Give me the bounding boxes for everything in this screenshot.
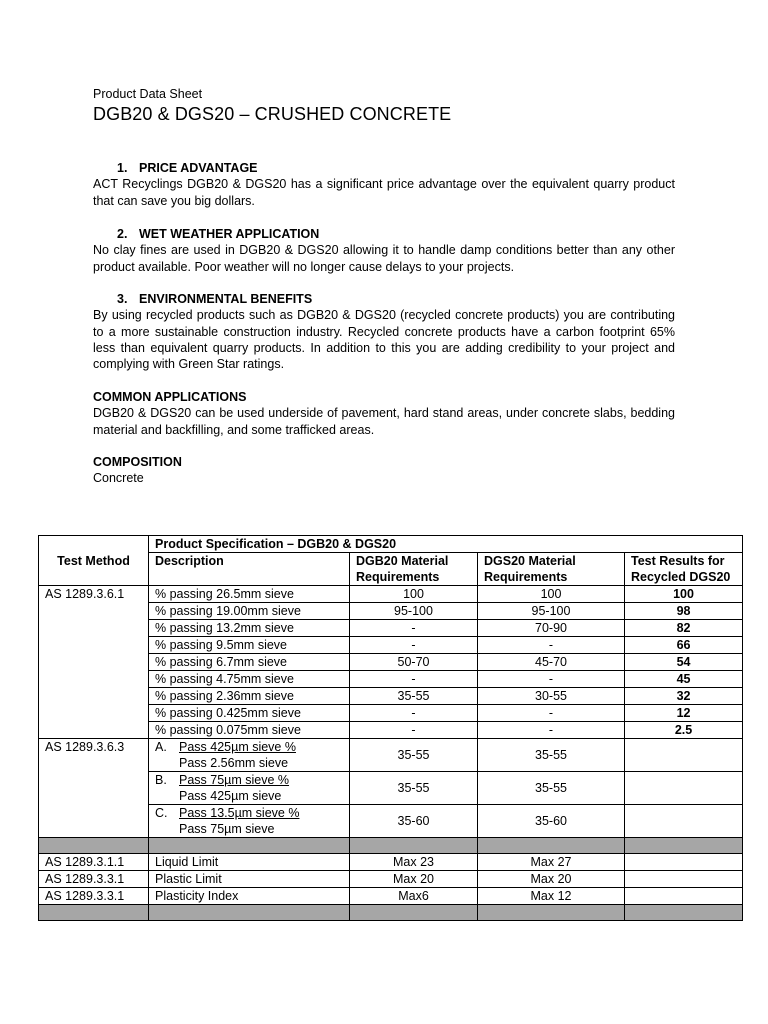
table-row: [39, 620, 743, 637]
dgs20-requirement-cell: 30-55: [478, 688, 625, 705]
dgb20-requirement-cell: Max 20: [350, 871, 478, 888]
test-method-cell: [39, 637, 149, 654]
section-number: 3.: [117, 292, 128, 306]
table-row: [39, 772, 743, 805]
ratio-numerator: Pass 75µm sieve %: [179, 773, 290, 787]
section-wet-weather: [93, 226, 675, 275]
dgb20-requirement-cell: -: [350, 722, 478, 739]
dgs20-requirement-cell: 45-70: [478, 654, 625, 671]
test-method-cell: [39, 772, 149, 805]
document-type-label: Product Data Sheet: [93, 87, 203, 101]
separator-cell: [39, 838, 149, 854]
separator-cell: [350, 838, 478, 854]
dgb20-requirement-cell: Max 23: [350, 854, 478, 871]
ratio-description-cell: [149, 805, 350, 838]
separator-cell: [478, 905, 625, 921]
table-row: [39, 805, 743, 838]
table-row: [39, 854, 743, 871]
test-method-cell: AS 1289.3.1.1: [39, 854, 149, 871]
test-result-cell: [625, 805, 743, 838]
header-description: Description: [149, 553, 350, 586]
description-cell: % passing 13.2mm sieve: [149, 620, 350, 637]
test-result-cell: [625, 854, 743, 871]
table-row: [39, 888, 743, 905]
dgs20-requirement-cell: 100: [478, 586, 625, 603]
test-result-cell: 45: [625, 671, 743, 688]
test-method-cell: [39, 688, 149, 705]
section-heading: COMMON APPLICATIONS: [93, 390, 247, 404]
section-body: Concrete: [93, 471, 144, 486]
section-body: No clay fines are used in DGB20 & DGS20 allowing it to handle damp conditions better than any other product available. Poor weather will no longer cause delays to your projects.: [93, 243, 675, 274]
test-result-cell: [625, 888, 743, 905]
header-dgs20: DGS20 Material Requirements: [478, 553, 625, 586]
dgs20-requirement-cell: -: [478, 637, 625, 654]
test-method-cell: AS 1289.3.3.1: [39, 871, 149, 888]
dgb20-requirement-cell: 35-55: [350, 772, 478, 805]
dgs20-requirement-cell: 35-60: [478, 805, 625, 838]
table-row: [39, 586, 743, 603]
ratio-denominator: Pass 75µm sieve: [179, 822, 275, 836]
table-row: [39, 688, 743, 705]
section-price-advantage: [93, 160, 675, 209]
table-row: [39, 705, 743, 722]
ratio-denominator: Pass 425µm sieve: [179, 789, 282, 803]
description-cell: % passing 19.00mm sieve: [149, 603, 350, 620]
ratio-label: A.: [155, 740, 167, 754]
description-cell: % passing 2.36mm sieve: [149, 688, 350, 705]
document-title: DGB20 & DGS20 – CRUSHED CONCRETE: [93, 104, 452, 124]
section-composition: [93, 454, 675, 487]
test-result-cell: [625, 871, 743, 888]
test-method-cell: AS 1289.3.3.1: [39, 888, 149, 905]
test-method-cell: [39, 705, 149, 722]
test-method-cell: [39, 603, 149, 620]
section-body: ACT Recyclings DGB20 & DGS20 has a significant price advantage over the equivalent quarry product that can save you big dollars.: [93, 177, 675, 208]
table-row: [39, 637, 743, 654]
description-cell: % passing 6.7mm sieve: [149, 654, 350, 671]
dgb20-requirement-cell: Max6: [350, 888, 478, 905]
header-test-results: Test Results for Recycled DGS20: [625, 553, 743, 586]
dgb20-requirement-cell: 100: [350, 586, 478, 603]
test-method-cell: [39, 722, 149, 739]
test-result-cell: [625, 772, 743, 805]
test-result-cell: 98: [625, 603, 743, 620]
description-cell: Liquid Limit: [149, 854, 350, 871]
dgb20-requirement-cell: -: [350, 671, 478, 688]
test-method-cell: [39, 671, 149, 688]
section-common-applications: [93, 389, 675, 438]
table-row: [39, 671, 743, 688]
dgb20-requirement-cell: -: [350, 620, 478, 637]
test-method-cell: [39, 620, 149, 637]
spec-title: Product Specification – DGB20 & DGS20: [149, 536, 743, 553]
section-heading: PRICE ADVANTAGE: [139, 161, 258, 175]
section-body: DGB20 & DGS20 can be used underside of pavement, hard stand areas, under concrete slabs, bedding material and backfilling, and some trafficked areas.: [93, 406, 675, 437]
separator-cell: [625, 838, 743, 854]
dgb20-requirement-cell: 35-55: [350, 688, 478, 705]
dgs20-requirement-cell: Max 12: [478, 888, 625, 905]
table-header-row: [39, 553, 743, 586]
header-dgb20: DGB20 Material Requirements: [350, 553, 478, 586]
ratio-description-cell: [149, 739, 350, 772]
ratio-description-cell: [149, 772, 350, 805]
description-cell: % passing 0.075mm sieve: [149, 722, 350, 739]
separator-cell: [478, 838, 625, 854]
separator-row: [39, 838, 743, 854]
dgs20-requirement-cell: -: [478, 671, 625, 688]
description-cell: % passing 9.5mm sieve: [149, 637, 350, 654]
table-row: [39, 654, 743, 671]
dgb20-requirement-cell: 50-70: [350, 654, 478, 671]
description-cell: % passing 26.5mm sieve: [149, 586, 350, 603]
description-cell: % passing 4.75mm sieve: [149, 671, 350, 688]
dgs20-requirement-cell: 70-90: [478, 620, 625, 637]
ratio-label: B.: [155, 773, 167, 787]
separator-cell: [350, 905, 478, 921]
dgs20-requirement-cell: -: [478, 705, 625, 722]
test-method-cell: AS 1289.3.6.3: [39, 739, 149, 772]
table-title-row: [39, 536, 743, 553]
test-method-cell: [39, 654, 149, 671]
separator-cell: [39, 905, 149, 921]
separator-cell: [625, 905, 743, 921]
section-number: 1.: [117, 161, 128, 175]
description-cell: % passing 0.425mm sieve: [149, 705, 350, 722]
ratio-label: C.: [155, 806, 168, 820]
test-result-cell: 82: [625, 620, 743, 637]
separator-row: [39, 905, 743, 921]
section-number: 2.: [117, 227, 128, 241]
test-result-cell: 12: [625, 705, 743, 722]
dgb20-requirement-cell: -: [350, 637, 478, 654]
product-specification-table: [38, 535, 743, 921]
test-method-cell: AS 1289.3.6.1: [39, 586, 149, 603]
test-result-cell: 32: [625, 688, 743, 705]
separator-cell: [149, 905, 350, 921]
description-cell: Plasticity Index: [149, 888, 350, 905]
test-result-cell: 54: [625, 654, 743, 671]
table-row: [39, 871, 743, 888]
dgb20-requirement-cell: 35-60: [350, 805, 478, 838]
dgs20-requirement-cell: -: [478, 722, 625, 739]
dgs20-requirement-cell: Max 20: [478, 871, 625, 888]
section-heading: WET WEATHER APPLICATION: [139, 227, 320, 241]
dgs20-requirement-cell: 35-55: [478, 739, 625, 772]
section-heading: COMPOSITION: [93, 455, 182, 469]
table-row: [39, 603, 743, 620]
description-cell: Plastic Limit: [149, 871, 350, 888]
table-row: [39, 739, 743, 772]
header-test-method: Test Method: [39, 553, 149, 586]
dgs20-requirement-cell: 95-100: [478, 603, 625, 620]
ratio-denominator: Pass 2.56mm sieve: [179, 756, 289, 770]
test-result-cell: 100: [625, 586, 743, 603]
test-result-cell: 66: [625, 637, 743, 654]
separator-cell: [149, 838, 350, 854]
section-environmental: [93, 291, 675, 372]
table-row: [39, 722, 743, 739]
section-heading: ENVIRONMENTAL BENEFITS: [139, 292, 313, 306]
test-result-cell: [625, 739, 743, 772]
ratio-numerator: Pass 13.5µm sieve %: [179, 806, 300, 820]
test-method-cell: [39, 805, 149, 838]
dgb20-requirement-cell: 35-55: [350, 739, 478, 772]
dgs20-requirement-cell: Max 27: [478, 854, 625, 871]
dgs20-requirement-cell: 35-55: [478, 772, 625, 805]
dgb20-requirement-cell: 95-100: [350, 603, 478, 620]
section-body: By using recycled products such as DGB20 & DGS20 (recycled concrete products) you are contributing to a more sustainable construction industry. Recycled concrete products have a carbon footprint 65% less than equivalent quarry products. In addition to this you are adding credibility to your project and complying with Green Star ratings.: [93, 308, 675, 372]
ratio-numerator: Pass 425µm sieve %: [179, 740, 296, 754]
dgb20-requirement-cell: -: [350, 705, 478, 722]
test-result-cell: 2.5: [625, 722, 743, 739]
